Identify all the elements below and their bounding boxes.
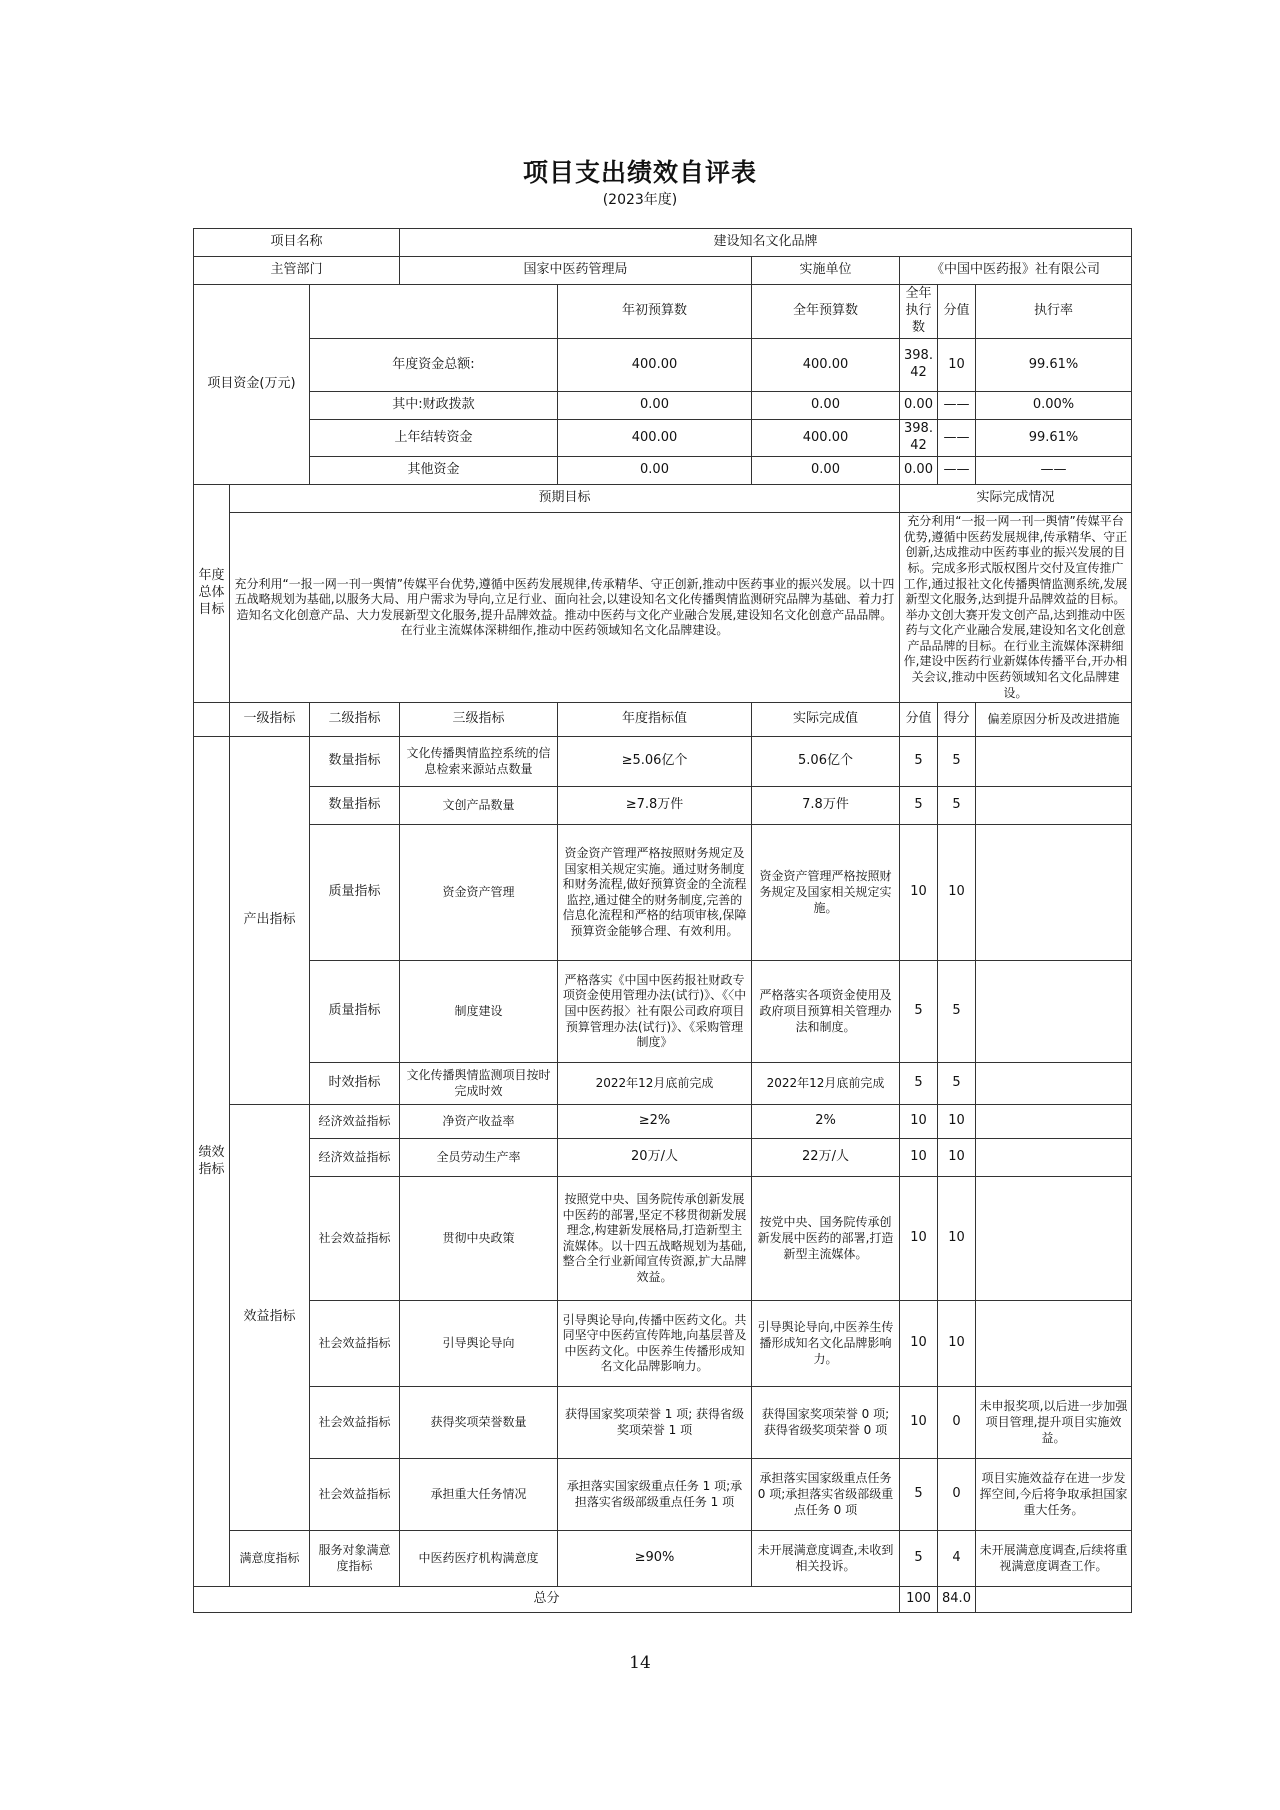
- actual-goal-text: 充分利用“一报一网一刊一舆情”传媒平台优势,遵循中医药发展规律,传承精华、守正创新,达成推动中医药事业的振兴发展的目标。完成多形式版权图片交付及宣传推广工作,通过报社文化传播舆情监测系统,发展新型文化服务,达到提升品牌效益的目标。举办文创大赛开发文创产品,达到推动中医药与文化产业融合发展,建设知名文化创意产品品牌的目标。在行业主流媒体深耕细作,建设中医药行业新媒体传播平台,开办相关会议,推动中医药领域知名文化品牌建设。: [900, 513, 1132, 703]
- level3-cell: 净资产收益率: [400, 1105, 558, 1139]
- level3-cell: 制度建设: [400, 961, 558, 1063]
- reason-cell: [976, 1063, 1132, 1105]
- level1-benefit: 效益指标: [230, 1105, 310, 1531]
- actual-cell: 承担落实国家级重点任务 0 项;承担落实省级部级重点任务 0 项: [752, 1459, 900, 1531]
- funds-header-cell: 全年执行数: [900, 285, 938, 339]
- funds-row-label: 其他资金: [310, 457, 558, 485]
- level2-cell: 数量指标: [310, 737, 400, 787]
- funds-cell: ——: [938, 420, 976, 457]
- target-cell: 引导舆论导向,传播中医药文化。共同坚守中医药宣传阵地,向基层普及中医药文化。中医养生传播形成知名文化品牌影响力。: [558, 1301, 752, 1387]
- reason-cell: 未开展满意度调查,后续将重视满意度调查工作。: [976, 1531, 1132, 1587]
- level2-cell: 社会效益指标: [310, 1301, 400, 1387]
- funds-cell: 400.00: [752, 338, 900, 392]
- reason-cell: [976, 961, 1132, 1063]
- funds-cell: 0.00: [558, 392, 752, 420]
- indicator-row: [194, 1459, 1132, 1531]
- score-cell: 10: [938, 1177, 976, 1301]
- reason-cell: [976, 825, 1132, 961]
- goals-header-row: [194, 485, 1132, 513]
- funds-cell: 0.00: [900, 392, 938, 420]
- score-cell: 10: [938, 1301, 976, 1387]
- target-cell: 严格落实《中国中医药报社财政专项资金使用管理办法(试行)》、《〈中国中医药报〉社有限公司政府项目预算管理办法(试行)》、《采购管理制度》: [558, 961, 752, 1063]
- indicator-row: [194, 1063, 1132, 1105]
- level3-cell: 全员劳动生产率: [400, 1139, 558, 1177]
- score-cell: 5: [938, 787, 976, 825]
- funds-row: [194, 457, 1132, 485]
- dept-label: 主管部门: [194, 257, 400, 285]
- points-cell: 10: [900, 1387, 938, 1459]
- reason-cell: [976, 737, 1132, 787]
- funds-cell: 400.00: [752, 420, 900, 457]
- reason-cell: [976, 1105, 1132, 1139]
- funds-header-cell: 执行率: [976, 285, 1132, 339]
- points-cell: 10: [900, 1105, 938, 1139]
- target-cell: ≥7.8万件: [558, 787, 752, 825]
- project-name-row: [194, 229, 1132, 257]
- score-cell: 5: [938, 961, 976, 1063]
- department-row: [194, 257, 1132, 285]
- funds-header-cell: 年初预算数: [558, 285, 752, 339]
- target-cell: 按照党中央、国务院传承创新发展中医药的部署,坚定不移贯彻新发展理念,构建新发展格局,打造新型主流媒体。以十四五战略规划为基础,整合全行业新闻宣传资源,扩大品牌效益。: [558, 1177, 752, 1301]
- level2-cell: 服务对象满意度指标: [310, 1531, 400, 1587]
- level1-output: 产出指标: [230, 737, 310, 1105]
- score-cell: 10: [938, 1139, 976, 1177]
- funds-row-label: 上年结转资金: [310, 420, 558, 457]
- indicator-header: 分值: [900, 703, 938, 737]
- page-subtitle: (2023年度): [602, 192, 678, 208]
- level3-cell: 获得奖项荣誉数量: [400, 1387, 558, 1459]
- expected-goal-text: 充分利用“一报一网一刊一舆情”传媒平台优势,遵循中医药发展规律,传承精华、守正创新,推动中医药事业的振兴发展。以十四五战略规划为基础,以服务大局、用户需求为导向,立足行业、面向社会,以建设知名文化传播舆情监测研究品牌为基础、着力打造知名文化创意产品、大力发展新型文化服务,提升品牌效益。推动中医药与文化产业融合发展,建设知名文化创意产品品牌。在行业主流媒体深耕细作,推动中医药领域知名文化品牌建设。: [230, 513, 900, 703]
- points-cell: 10: [900, 825, 938, 961]
- points-cell: 10: [900, 1301, 938, 1387]
- indicator-header: 偏差原因分析及改进措施: [976, 703, 1132, 737]
- total-blank: [976, 1587, 1132, 1613]
- score-cell: 5: [938, 737, 976, 787]
- target-cell: ≥2%: [558, 1105, 752, 1139]
- level3-cell: 承担重大任务情况: [400, 1459, 558, 1531]
- target-cell: ≥90%: [558, 1531, 752, 1587]
- funds-cell: 10: [938, 338, 976, 392]
- score-cell: 0: [938, 1459, 976, 1531]
- actual-cell: 5.06亿个: [752, 737, 900, 787]
- indicator-header: 得分: [938, 703, 976, 737]
- reason-cell: [976, 1301, 1132, 1387]
- actual-cell: 引导舆论导向,中医养生传播形成知名文化品牌影响力。: [752, 1301, 900, 1387]
- funds-cell: ——: [938, 457, 976, 485]
- performance-table: [193, 228, 1132, 1613]
- level2-cell: 质量指标: [310, 961, 400, 1063]
- level3-cell: 引导舆论导向: [400, 1301, 558, 1387]
- funds-row-label: 年度资金总额:: [310, 338, 558, 392]
- expected-goal-header: 预期目标: [230, 485, 900, 513]
- actual-cell: 7.8万件: [752, 787, 900, 825]
- actual-cell: 获得国家奖项荣誉 0 项; 获得省级奖项荣誉 0 项: [752, 1387, 900, 1459]
- actual-cell: 严格落实各项资金使用及政府项目预算相关管理办法和制度。: [752, 961, 900, 1063]
- level2-cell: 社会效益指标: [310, 1177, 400, 1301]
- funds-cell: 99.61%: [976, 420, 1132, 457]
- level2-cell: 社会效益指标: [310, 1387, 400, 1459]
- indicator-row: [194, 737, 1132, 787]
- points-cell: 5: [900, 961, 938, 1063]
- total-points: 100: [900, 1587, 938, 1613]
- indicator-row: [194, 825, 1132, 961]
- funds-row: [194, 338, 1132, 392]
- total-row: [194, 1587, 1132, 1613]
- indicator-row: [194, 1301, 1132, 1387]
- funds-row: [194, 420, 1132, 457]
- target-cell: 20万/人: [558, 1139, 752, 1177]
- funds-cell: 398.42: [900, 420, 938, 457]
- project-name-label: 项目名称: [194, 229, 400, 257]
- indicator-header: 二级指标: [310, 703, 400, 737]
- indicator-row: [194, 1387, 1132, 1459]
- indicator-row: [194, 1139, 1132, 1177]
- funds-label: 项目资金(万元): [194, 285, 310, 485]
- indicator-header-row: [194, 703, 1132, 737]
- score-cell: 10: [938, 825, 976, 961]
- project-name-value: 建设知名文化品牌: [400, 229, 1132, 257]
- funds-header-row: [194, 285, 1132, 339]
- funds-cell: ——: [938, 392, 976, 420]
- level3-cell: 文化传播舆情监控系统的信息检索来源站点数量: [400, 737, 558, 787]
- funds-cell: 0.00: [558, 457, 752, 485]
- impl-label: 实施单位: [752, 257, 900, 285]
- score-cell: 10: [938, 1105, 976, 1139]
- actual-cell: 按党中央、国务院传承创新发展中医药的部署,打造新型主流媒体。: [752, 1177, 900, 1301]
- level2-cell: 数量指标: [310, 787, 400, 825]
- actual-cell: 未开展满意度调查,未收到相关投诉。: [752, 1531, 900, 1587]
- points-cell: 10: [900, 1139, 938, 1177]
- performance-indicators-label: 绩效指标: [194, 737, 230, 1587]
- funds-cell: 0.00%: [976, 392, 1132, 420]
- indicator-row: [194, 1177, 1132, 1301]
- indicator-row: [194, 961, 1132, 1063]
- dept-value: 国家中医药管理局: [400, 257, 752, 285]
- points-cell: 5: [900, 737, 938, 787]
- score-cell: 0: [938, 1387, 976, 1459]
- indicator-header: 年度指标值: [558, 703, 752, 737]
- funds-header-blank: [310, 285, 558, 339]
- goals-text-row: [194, 513, 1132, 703]
- funds-header-cell: 全年预算数: [752, 285, 900, 339]
- score-cell: 5: [938, 1063, 976, 1105]
- indicator-header: 三级指标: [400, 703, 558, 737]
- actual-cell: 资金资产管理严格按照财务规定及国家相关规定实施。: [752, 825, 900, 961]
- points-cell: 5: [900, 1531, 938, 1587]
- points-cell: 5: [900, 787, 938, 825]
- funds-cell: ——: [976, 457, 1132, 485]
- funds-cell: 0.00: [752, 457, 900, 485]
- total-label: 总分: [194, 1587, 900, 1613]
- target-cell: 资金资产管理严格按照财务规定及国家相关规定实施。通过财务制度和财务流程,做好预算资金的全流程监控,通过健全的财务制度,完善的信息化流程和严格的结项审核,保障预算资金能够合理、有效利用。: [558, 825, 752, 961]
- actual-cell: 2022年12月底前完成: [752, 1063, 900, 1105]
- target-cell: ≥5.06亿个: [558, 737, 752, 787]
- level2-cell: 经济效益指标: [310, 1105, 400, 1139]
- funds-cell: 0.00: [900, 457, 938, 485]
- actual-goal-header: 实际完成情况: [900, 485, 1132, 513]
- indicator-row: [194, 1531, 1132, 1587]
- funds-row: [194, 392, 1132, 420]
- reason-cell: 项目实施效益存在进一步发挥空间,今后将争取承担国家重大任务。: [976, 1459, 1132, 1531]
- indicator-header: 实际完成值: [752, 703, 900, 737]
- target-cell: 获得国家奖项荣誉 1 项; 获得省级奖项荣誉 1 项: [558, 1387, 752, 1459]
- impl-value: 《中国中医药报》社有限公司: [900, 257, 1132, 285]
- funds-cell: 400.00: [558, 420, 752, 457]
- goals-label: 年度总体目标: [194, 485, 230, 703]
- level1-satisfaction: 满意度指标: [230, 1531, 310, 1587]
- indicator-header: 一级指标: [230, 703, 310, 737]
- level3-cell: 文创产品数量: [400, 787, 558, 825]
- funds-cell: 99.61%: [976, 338, 1132, 392]
- funds-row-label: 其中:财政拨款: [310, 392, 558, 420]
- points-cell: 10: [900, 1177, 938, 1301]
- indicator-row: [194, 787, 1132, 825]
- reason-cell: [976, 1139, 1132, 1177]
- actual-cell: 22万/人: [752, 1139, 900, 1177]
- level2-cell: 时效指标: [310, 1063, 400, 1105]
- funds-cell: 400.00: [558, 338, 752, 392]
- page-number: 14: [629, 1653, 651, 1673]
- level3-cell: 贯彻中央政策: [400, 1177, 558, 1301]
- level3-cell: 中医药医疗机构满意度: [400, 1531, 558, 1587]
- funds-header-cell: 分值: [938, 285, 976, 339]
- target-cell: 2022年12月底前完成: [558, 1063, 752, 1105]
- level2-cell: 经济效益指标: [310, 1139, 400, 1177]
- level2-cell: 质量指标: [310, 825, 400, 961]
- target-cell: 承担落实国家级重点任务 1 项;承担落实省级部级重点任务 1 项: [558, 1459, 752, 1531]
- page-title: 项目支出绩效自评表: [522, 158, 757, 187]
- score-cell: 4: [938, 1531, 976, 1587]
- total-score: 84.0: [938, 1587, 976, 1613]
- reason-cell: [976, 1177, 1132, 1301]
- level3-cell: 资金资产管理: [400, 825, 558, 961]
- level2-cell: 社会效益指标: [310, 1459, 400, 1531]
- points-cell: 5: [900, 1459, 938, 1531]
- points-cell: 5: [900, 1063, 938, 1105]
- indicator-row: [194, 1105, 1132, 1139]
- indicator-header-blank: [194, 703, 230, 737]
- actual-cell: 2%: [752, 1105, 900, 1139]
- level3-cell: 文化传播舆情监测项目按时完成时效: [400, 1063, 558, 1105]
- funds-cell: 0.00: [752, 392, 900, 420]
- funds-cell: 398.42: [900, 338, 938, 392]
- reason-cell: [976, 787, 1132, 825]
- reason-cell: 未申报奖项,以后进一步加强项目管理,提升项目实施效益。: [976, 1387, 1132, 1459]
